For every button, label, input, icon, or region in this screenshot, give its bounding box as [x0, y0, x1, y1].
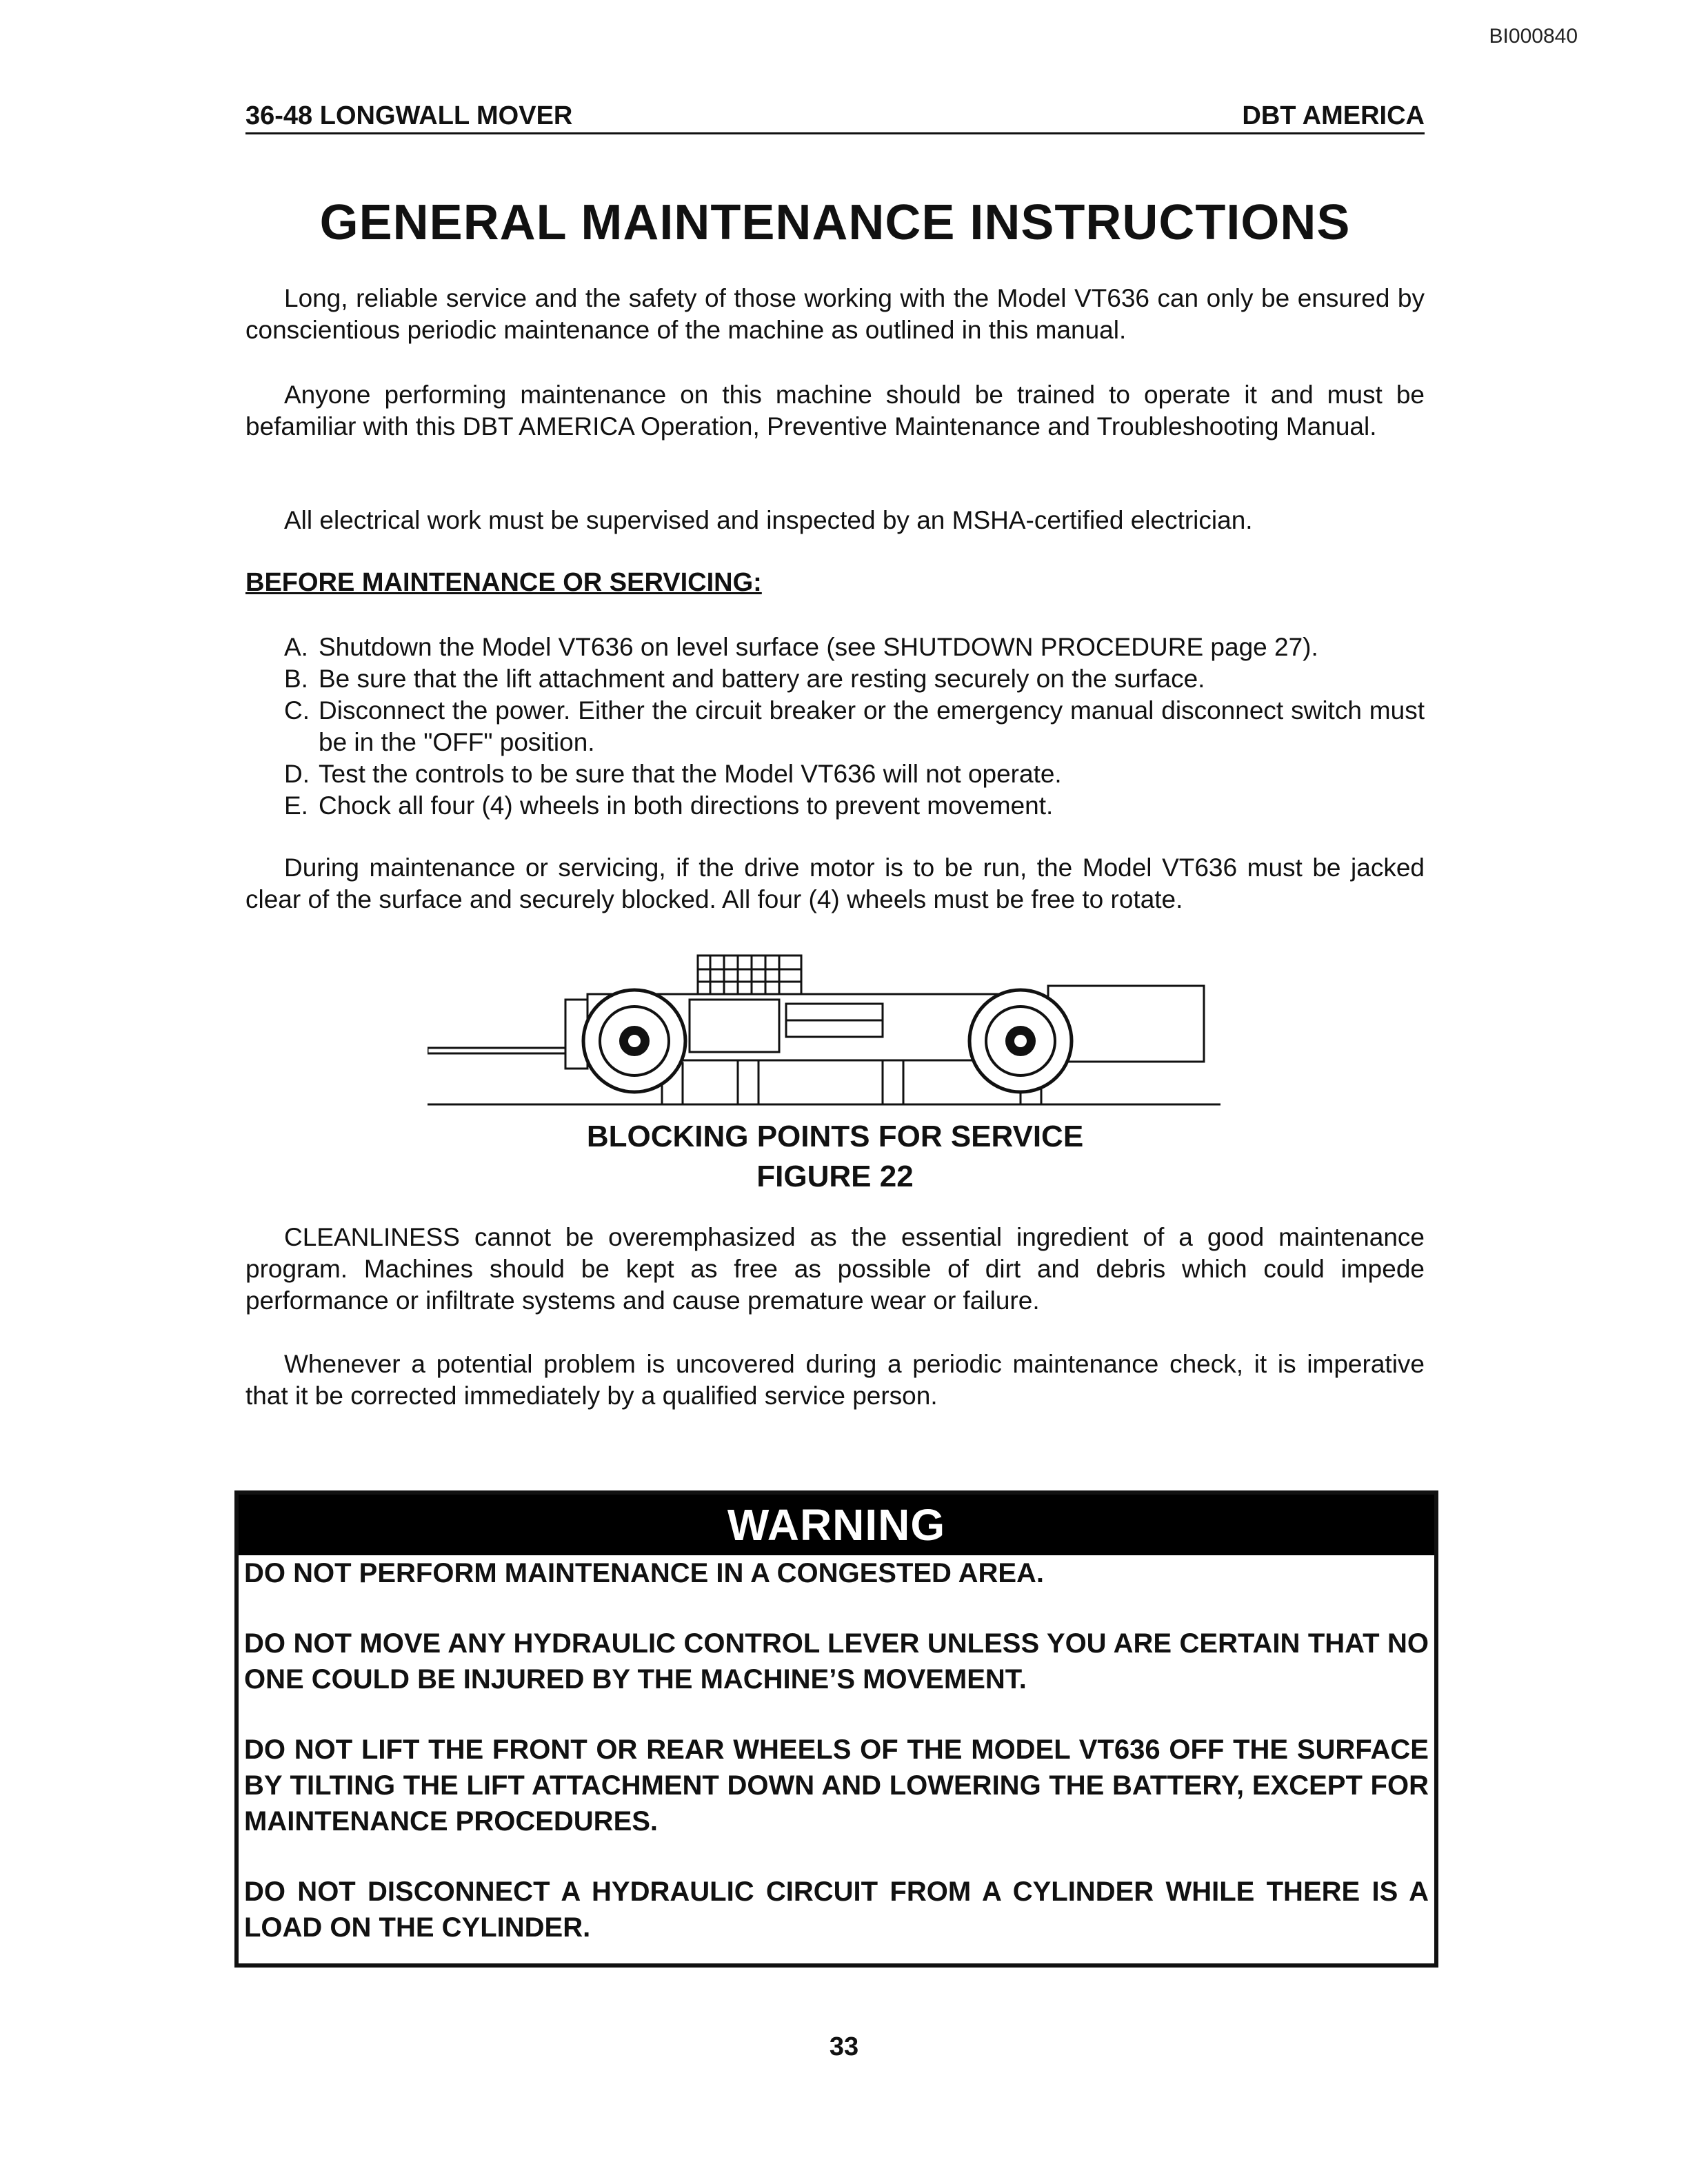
step-marker: E.	[284, 791, 308, 820]
canopy	[698, 956, 801, 994]
step-marker: B.	[284, 665, 308, 693]
cleanliness-paragraph: CLEANLINESS cannot be overemphasized as the essential ingredient of a good maintenance program. Machines should be kept as free as possible of dirt and debris which could impede performance or infiltrate systems and cause premature wear or failure.	[245, 1223, 1425, 1315]
maintenance-steps-list	[284, 631, 1425, 822]
inspection-paragraph: Whenever a potential problem is uncovered during a periodic maintenance check, it is imperative that it be corrected immediately by a qualified service person.	[245, 1350, 1425, 1410]
warning-item: DO NOT DISCONNECT A HYDRAULIC CIRCUIT FROM A CYLINDER WHILE THERE IS A LOAD ON THE CYLINDER.	[244, 1877, 1429, 1943]
warning-heading: WARNING	[239, 1495, 1434, 1555]
warning-item: DO NOT MOVE ANY HYDRAULIC CONTROL LEVER UNLESS YOU ARE CERTAIN THAT NO ONE COULD BE INJURED BY THE MACHINE’S MOVEMENT.	[244, 1628, 1429, 1695]
warning-box	[234, 1490, 1438, 1968]
rear-wheel	[969, 990, 1072, 1092]
running-header	[245, 98, 1425, 134]
warning-item: DO NOT LIFT THE FRONT OR REAR WHEELS OF THE MODEL VT636 OFF THE SURFACE BY TILTING THE LIFT ATTACHMENT DOWN AND LOWERING THE BATTERY, EXCEPT FOR MAINTENANCE PROCEDURES.	[244, 1735, 1429, 1837]
intro-paragraph-1: Long, reliable service and the safety of those working with the Model VT636 can only be ensured by conscientious periodic maintenance of the machine as outlined in this manual.	[245, 284, 1425, 344]
blocking-point	[738, 1060, 758, 1104]
blocking-point	[883, 1060, 903, 1104]
page-title: GENERAL MAINTENANCE INSTRUCTIONS	[319, 195, 1351, 250]
figure-title: BLOCKING POINTS FOR SERVICE	[586, 1120, 1084, 1153]
list-item	[284, 758, 1425, 790]
step-text: Shutdown the Model VT636 on level surface (see SHUTDOWN PROCEDURE page 27).	[319, 633, 1318, 661]
step-text: Disconnect the power. Either the circuit breaker or the emergency manual disconnect switch must be in the "OFF" position.	[319, 696, 1425, 756]
intro-paragraph-2: Anyone performing maintenance on this machine should be trained to operate it and must be befamiliar with this DBT AMERICA Operation, Preventive Maintenance and Troubleshooting Manual.	[245, 381, 1425, 441]
front-wheel	[583, 990, 685, 1092]
list-item	[284, 790, 1425, 822]
intro-paragraph-3: All electrical work must be supervised and inspected by an MSHA-certified electrician.	[284, 506, 1253, 534]
list-item	[284, 663, 1425, 695]
step-marker: A.	[284, 633, 308, 661]
header-left: 36-48 LONGWALL MOVER	[245, 101, 573, 130]
list-item	[284, 695, 1425, 758]
lift-fork	[428, 1048, 565, 1053]
step-marker: C.	[284, 696, 310, 725]
step-marker: D.	[284, 760, 310, 788]
during-maintenance-paragraph: During maintenance or servicing, if the drive motor is to be run, the Model VT636 must be jacked clear of the surface and securely blocked. All four (4) wheels must be free to rotate.	[245, 853, 1425, 913]
control-box	[690, 1000, 779, 1052]
header-right: DBT AMERICA	[1242, 101, 1425, 130]
figure-number: FIGURE 22	[756, 1160, 914, 1193]
document-id: BI000840	[1489, 25, 1578, 48]
before-maintenance-heading: BEFORE MAINTENANCE OR SERVICING:	[245, 568, 762, 597]
list-item	[284, 631, 1425, 663]
page-number: 33	[829, 2032, 859, 2061]
longwall-mover-drawing	[428, 944, 1234, 1110]
warning-item: DO NOT PERFORM MAINTENANCE IN A CONGESTED AREA.	[244, 1558, 1045, 1588]
machine-blocking-figure	[428, 944, 1234, 1110]
step-text: Chock all four (4) wheels in both directions to prevent movement.	[319, 791, 1054, 820]
step-text: Be sure that the lift attachment and battery are resting securely on the surface.	[319, 665, 1205, 693]
figure-caption	[245, 1117, 1425, 1197]
step-text: Test the controls to be sure that the Model VT636 will not operate.	[319, 760, 1062, 788]
